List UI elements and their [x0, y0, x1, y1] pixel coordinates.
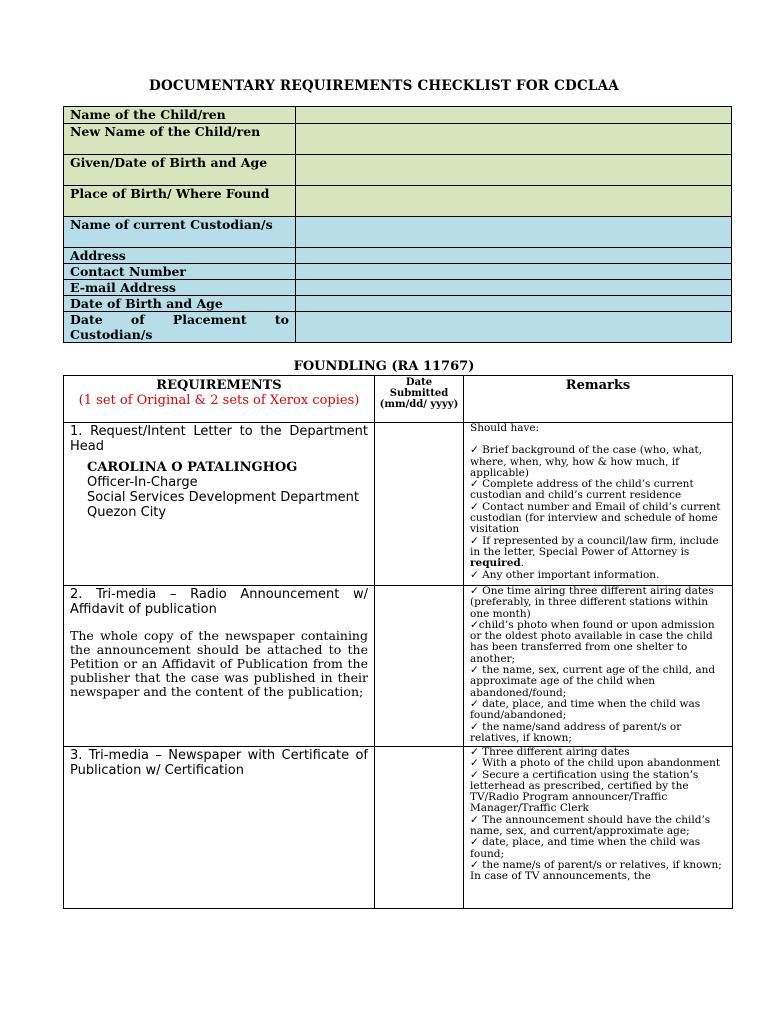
remark-item: ✓ the name, sex, current age of the child, and approximate age of the child when abandoned/found;	[470, 664, 716, 699]
date-submitted-field[interactable]	[375, 423, 464, 586]
info-row-birth-age	[64, 155, 732, 186]
info-value-field[interactable]	[296, 217, 732, 248]
addressee-office: Social Services Development Department	[87, 490, 359, 505]
header-date-submitted	[375, 376, 464, 423]
addressee-city: Quezon City	[87, 505, 167, 520]
info-label: Name of current Custodian/s	[64, 217, 296, 248]
info-label: Contact Number	[64, 264, 296, 280]
info-row-custodian-name	[64, 217, 732, 248]
info-value-field[interactable]	[296, 155, 732, 186]
requirement-paragraph: The whole copy of the newspaper containing the announcement should be attached to the Petition or an Affidavit of Publication from the publisher that the case was published in their newspaper and the content of the publication;	[70, 628, 368, 699]
requirement-cell	[64, 747, 375, 909]
remarks-cell	[464, 747, 733, 909]
info-value-field[interactable]	[296, 248, 732, 264]
info-row-place-found	[64, 186, 732, 217]
requirement-text: 3. Tri-media – Newspaper with Certificate of Publication w/ Certification	[70, 748, 368, 778]
requirements-table	[63, 375, 733, 909]
remark-item: ✓child’s photo when found or upon admission or the oldest photo available in case the child has been transferred from one shelter to another;	[470, 618, 715, 665]
remark-emphasis: required	[470, 557, 521, 570]
header-remarks	[464, 376, 733, 423]
section-title: FOUNDLING (RA 11767)	[293, 359, 475, 374]
remarks-cell	[464, 423, 733, 586]
remark-period: .	[520, 557, 525, 570]
info-row-contact	[64, 264, 732, 280]
remark-item	[470, 536, 726, 570]
info-label: Date of Placement to Custodian/s	[64, 312, 296, 343]
remark-item: ✓ The announcement should have the child’s name, sex, and current/approximate age;	[470, 813, 711, 838]
info-row-email	[64, 280, 732, 296]
info-value-field[interactable]	[296, 264, 732, 280]
info-value-field[interactable]	[296, 296, 732, 312]
requirement-cell	[64, 586, 375, 747]
requirement-row-1	[64, 423, 733, 586]
requirement-text: 2. Tri-media – Radio Announcement w/ Affidavit of publication	[70, 587, 368, 617]
info-value-field[interactable]	[296, 280, 732, 296]
remark-item: ✓ Any other important information.	[470, 568, 660, 581]
header-requirements-note: (1 set of Original & 2 sets of Xerox copies)	[78, 393, 360, 408]
header-remarks-label: Remarks	[565, 378, 631, 393]
remark-item: ✓ Brief background of the case (who, what, where, when, why, how & how much, if applicable)	[470, 444, 703, 479]
info-label: Given/Date of Birth and Age	[64, 155, 296, 186]
remark-item: ✓ date, place, and time when the child was found;	[470, 836, 701, 860]
requirements-header-row	[64, 376, 733, 423]
info-value-field[interactable]	[296, 186, 732, 217]
date-submitted-field[interactable]	[375, 747, 464, 909]
requirement-row-2	[64, 586, 733, 747]
date-submitted-field[interactable]	[375, 586, 464, 747]
addressee-name: CAROLINA O PATALINGHOG	[87, 460, 298, 475]
info-row-child-name	[64, 107, 732, 124]
header-requirements-label: REQUIREMENTS	[156, 378, 282, 393]
remark-item: ✓ With a photo of the child upon abandonment	[470, 757, 721, 770]
info-value-field[interactable]	[296, 312, 732, 343]
remark-item: ✓ Secure a certification using the station’s letterhead as prescribed, certified by the TV/Radio Program announcer/Traffic Manager/Traffic Clerk	[470, 768, 699, 815]
remark-item: ✓ Three different airing dates	[470, 747, 630, 758]
remark-item: ✓ Complete address of the child’s current custodian and child’s current residence	[470, 478, 694, 502]
info-label: Place of Birth/ Where Found	[64, 186, 296, 217]
remark-text: ✓ If represented by a council/law firm, include in the letter, Special Power of Attorney is	[470, 534, 719, 558]
document-title: DOCUMENTARY REQUIREMENTS CHECKLIST FOR CDCLAA	[149, 78, 619, 94]
info-label: Address	[64, 248, 296, 264]
info-label: New Name of the Child/ren	[64, 124, 296, 155]
addressee-block	[70, 460, 368, 520]
remark-item: ✓ the name/sand address of parent/s or relatives, if known;	[470, 720, 682, 744]
info-value-field[interactable]	[296, 124, 732, 155]
remark-item: Should have:	[470, 423, 540, 434]
header-date-label: Date Submitted (mm/dd/ yyyy)	[379, 377, 459, 410]
addressee-position: Officer-In-Charge	[87, 475, 198, 490]
info-row-address	[64, 248, 732, 264]
remark-item: ✓ date, place, and time when the child was found/abandoned;	[470, 697, 701, 722]
info-row-dob-age	[64, 296, 732, 312]
info-label: Date of Birth and Age	[64, 296, 296, 312]
header-requirements	[64, 376, 375, 423]
info-value-field[interactable]	[296, 107, 732, 124]
remark-item: ✓ One time airing three different airing dates (preferably, in three different stations within one month)	[470, 586, 714, 620]
info-row-new-name	[64, 124, 732, 155]
remarks-cell	[464, 586, 733, 747]
info-label: E-mail Address	[64, 280, 296, 296]
requirement-row-3	[64, 747, 733, 909]
requirement-cell	[64, 423, 375, 586]
info-row-placement-date	[64, 312, 732, 343]
info-label: Name of the Child/ren	[64, 107, 296, 124]
child-info-table	[63, 106, 732, 343]
remark-item: ✓ Contact number and Email of child’s current custodian (for interview and schedule of home visitation	[470, 500, 721, 536]
requirement-text: 1. Request/Intent Letter to the Department Head	[70, 424, 368, 454]
remark-item: ✓ the name/s of parent/s or relatives, if known; In case of TV announcements, the	[470, 858, 722, 883]
